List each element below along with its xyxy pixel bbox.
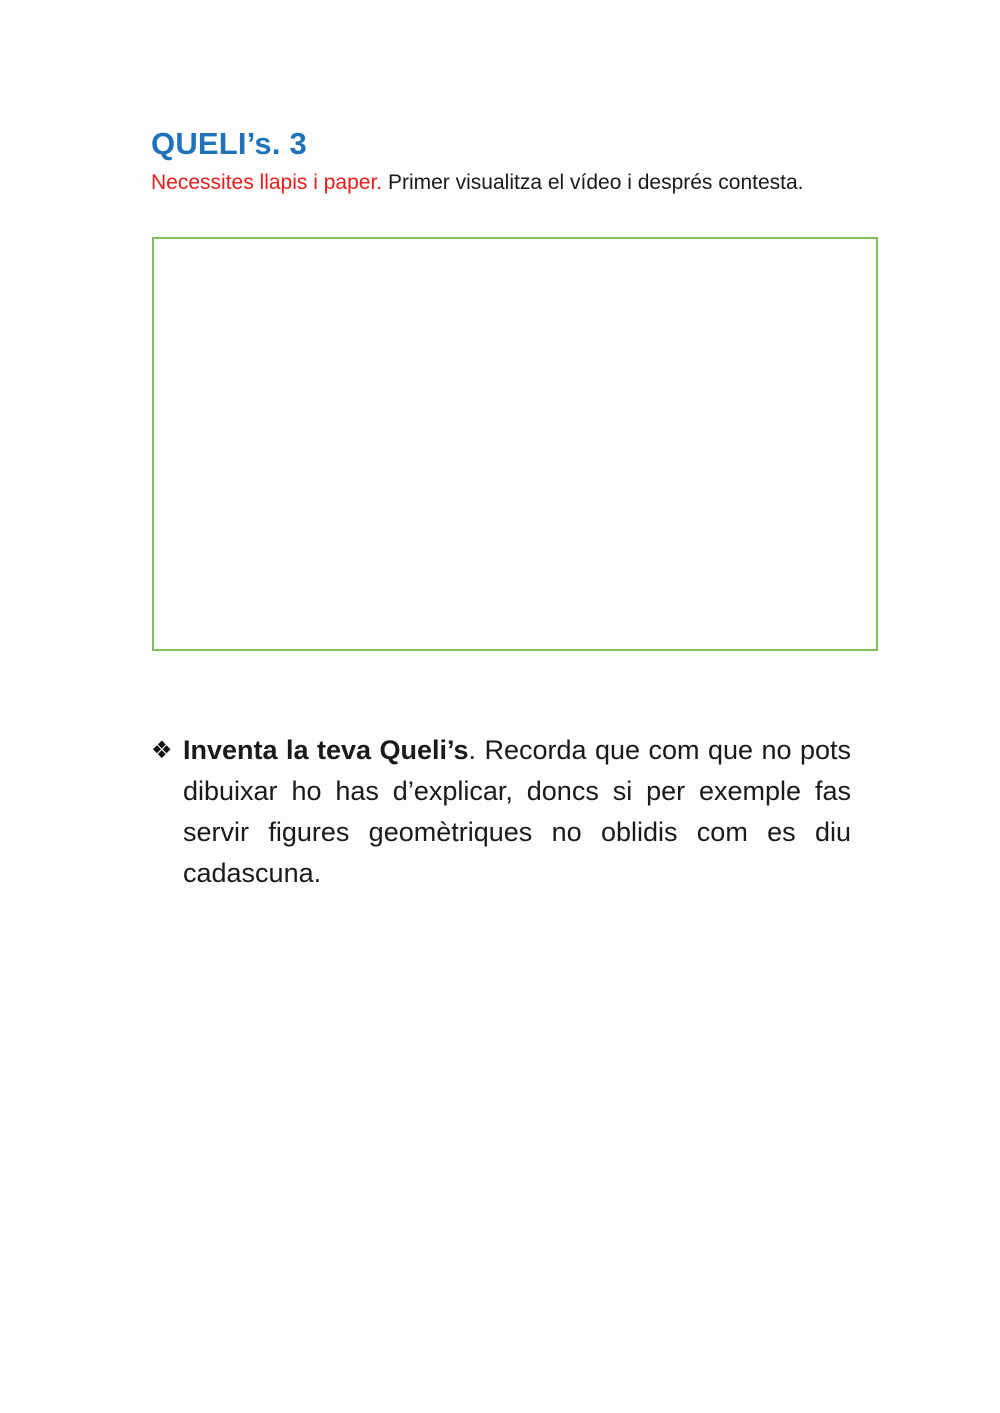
diamond-bullet-icon: ❖	[151, 736, 173, 764]
answer-box[interactable]	[152, 237, 878, 651]
materials-warning: Necessites llapis i paper.	[151, 171, 383, 194]
instructions	[151, 167, 831, 199]
instructions-text: Primer visualitza el vídeo i després contesta.	[382, 171, 804, 194]
page-title: QUELI’s. 3	[151, 126, 307, 161]
task-body-text: . Recorda que com que no pots dibuixar ho has d’explicar, doncs si per exemple fas servir figures geomètriques no oblidis com es diu cadascuna.	[183, 735, 851, 888]
task-text	[183, 730, 851, 894]
task-bold-text: Inventa la teva Queli’s	[183, 735, 469, 765]
task-item	[151, 730, 851, 894]
